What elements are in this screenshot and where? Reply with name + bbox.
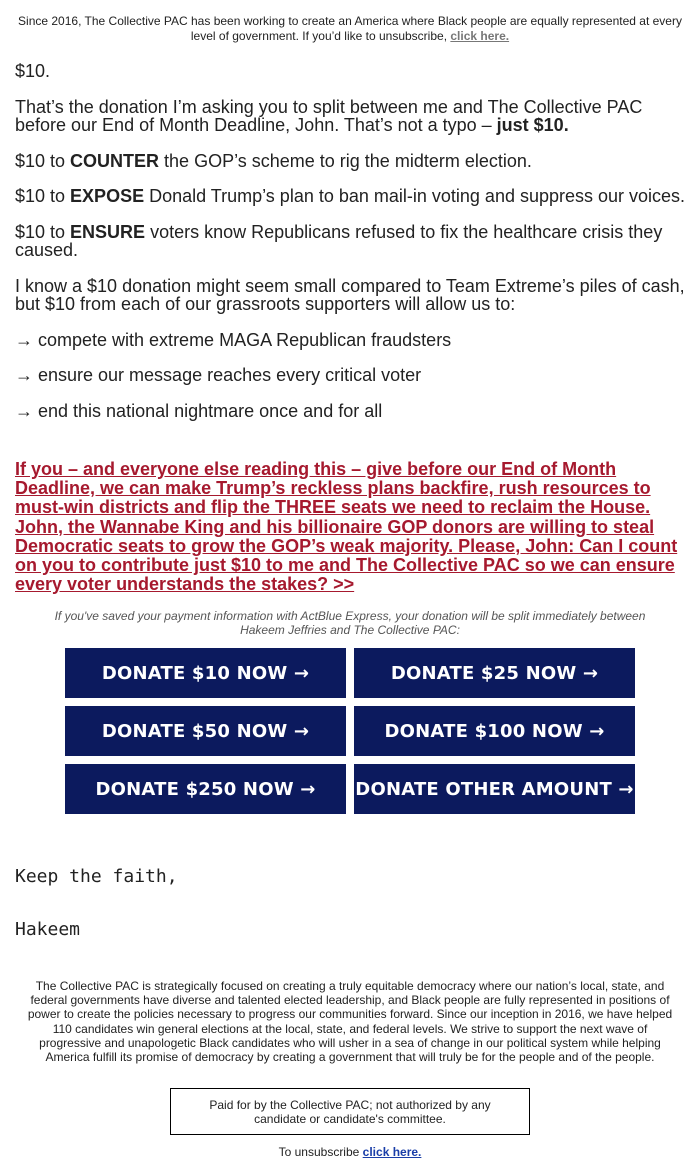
banner-text: Since 2016, The Collective PAC has been working to create an America where Black people are equally represented at every level of government. If you’d like to unsubscribe,: [18, 14, 682, 43]
footer-unsubscribe-text: To unsubscribe: [278, 1145, 360, 1159]
donation-cta-link[interactable]: If you – and everyone else reading this – give before our End of Month Deadline, we can make Trump’s reckless plans backfire, rush resources to must-win districts and flip the THREE seats we need to reclaim the House. John, the Wannabe King and his billionaire GOP donors are willing to steal Democratic seats to grow the GOP’s weak majority. Please, John: Can I count on you to contribute just $10 to me and The Collective PAC so we can ensure every voter understands the stakes? >>: [15, 459, 678, 595]
counter-paragraph: $10 to COUNTER the GOP’s scheme to rig the midterm election.: [15, 150, 532, 171]
donate-100-button[interactable]: DONATE $100 NOW →: [354, 706, 635, 756]
donate-10-button[interactable]: DONATE $10 NOW →: [65, 648, 346, 698]
banner-unsubscribe-link[interactable]: click here.: [450, 29, 510, 43]
bullet-item: → compete with extreme MAGA Republican fraudsters: [15, 329, 452, 350]
ensure-paragraph: $10 to ENSURE voters know Republicans refused to fix the healthcare crisis they caused.: [15, 221, 663, 260]
donate-other-amount-button[interactable]: DONATE OTHER AMOUNT →: [354, 764, 635, 814]
donate-250-button[interactable]: DONATE $250 NOW →: [65, 764, 346, 814]
pac-about-text: The Collective PAC is strategically focused on creating a truly equitable democracy where our nation’s local, state, and federal governments have diverse and talented elected leadership, and Black people are fully represented in positions of power to create the policies necessary to progress our communities forward. Since our inception in 2016, we have helped 110 candidates win general elections at the local, state, and federal levels. We strive to support the next wave of progressive and unapologetic Black candidates who will usher in a sea of change in our political system while helping America fulfill its promise of democracy by creating a government that will truly be for the people and of the people.: [27, 979, 673, 1065]
intro-amount: $10.: [15, 61, 51, 81]
email-body: [15, 62, 690, 437]
donate-25-button[interactable]: DONATE $25 NOW →: [354, 648, 635, 698]
signoff-closing: Keep the faith,: [15, 866, 178, 887]
signoff-name: Hakeem: [15, 919, 81, 940]
footer-unsubscribe-link[interactable]: click here.: [362, 1145, 422, 1159]
footer-unsubscribe: [0, 1145, 700, 1159]
expose-paragraph: $10 to EXPOSE Donald Trump’s plan to ban mail-in voting and suppress our voices.: [15, 186, 686, 206]
paid-for-disclaimer: [170, 1088, 530, 1135]
intro-paragraph: That’s the donation I’m asking you to split between me and The Collective PAC before our End of Month Deadline, John. That’s not a typo – just $10.: [15, 96, 643, 135]
disclaimer-text: Paid for by the Collective PAC; not authorized by any candidate or candidate's committee.: [209, 1097, 491, 1126]
actblue-express-note: If you've saved your payment information with ActBlue Express, your donation will be split immediately between Hakeem Jeffries and The Collective PAC:: [54, 609, 646, 637]
grassroots-paragraph: I know a $10 donation might seem small compared to Team Extreme’s piles of cash, but $10 from each of our grassroots supporters will allow us to:: [15, 275, 685, 314]
bullet-item: → end this national nightmare once and for all: [15, 400, 383, 421]
bullet-item: → ensure our message reaches every critical voter: [15, 365, 422, 385]
donate-50-button[interactable]: DONATE $50 NOW →: [65, 706, 346, 756]
unsubscribe-banner: [10, 14, 690, 44]
